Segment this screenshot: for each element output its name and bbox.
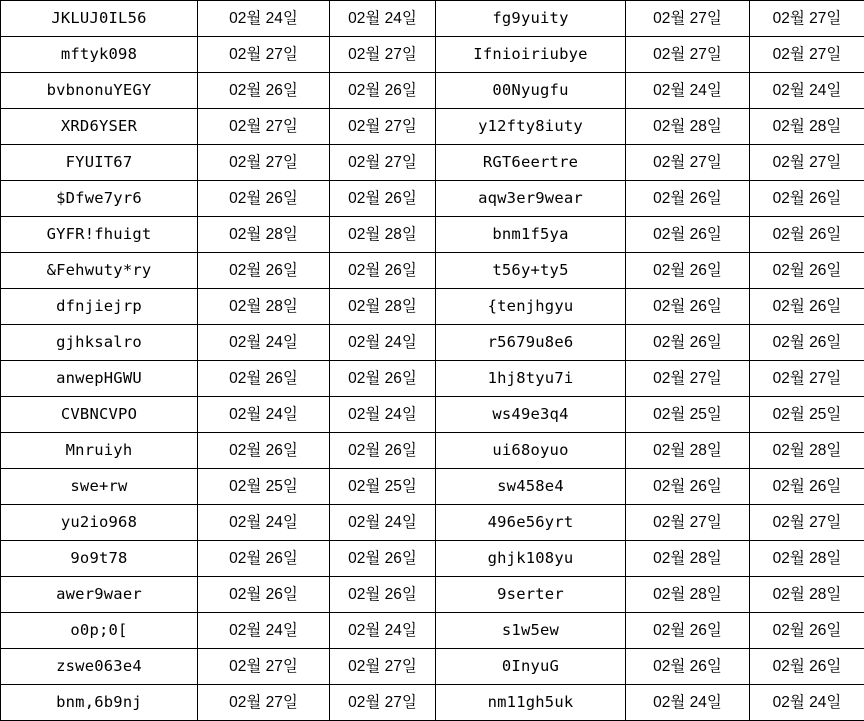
table-cell-date[interactable]: 02월 24일 <box>330 325 436 361</box>
table-cell-code[interactable]: y12fty8iuty <box>436 109 626 145</box>
table-cell-code[interactable]: yu2io968 <box>1 505 198 541</box>
table-cell-date[interactable]: 02월 28일 <box>626 577 750 613</box>
table-cell-date[interactable]: 02월 26일 <box>198 181 330 217</box>
table-cell-date[interactable]: 02월 27일 <box>750 145 864 181</box>
table-row <box>1 685 864 721</box>
table-cell-date[interactable]: 02월 27일 <box>750 361 864 397</box>
table-cell-date[interactable]: 02월 26일 <box>750 289 864 325</box>
table-cell-date[interactable]: 02월 26일 <box>198 361 330 397</box>
table-cell-date[interactable]: 02월 24일 <box>198 325 330 361</box>
table-cell-date[interactable]: 02월 27일 <box>330 685 436 721</box>
table-cell-date[interactable]: 02월 26일 <box>330 253 436 289</box>
table-cell-code[interactable]: 00Nyugfu <box>436 73 626 109</box>
table-cell-date[interactable]: 02월 26일 <box>750 181 864 217</box>
table-cell-date[interactable]: 02월 24일 <box>330 505 436 541</box>
table-cell-date[interactable]: 02월 26일 <box>198 73 330 109</box>
table-cell-date[interactable]: 02월 27일 <box>198 649 330 685</box>
table-cell-date[interactable]: 02월 27일 <box>626 361 750 397</box>
table-cell-date[interactable]: 02월 26일 <box>330 361 436 397</box>
table-cell-date[interactable]: 02월 24일 <box>198 397 330 433</box>
table-cell-date[interactable]: 02월 27일 <box>626 505 750 541</box>
table-cell-code[interactable]: 0InyuG <box>436 649 626 685</box>
table-row <box>1 469 864 505</box>
table-cell-code[interactable]: fg9yuity <box>436 1 626 37</box>
table-row <box>1 361 864 397</box>
table-cell-date[interactable]: 02월 26일 <box>330 541 436 577</box>
table-row <box>1 649 864 685</box>
table-cell-code[interactable]: gjhksalro <box>1 325 198 361</box>
table-cell-code[interactable]: 9serter <box>436 577 626 613</box>
table-cell-code[interactable]: $Dfwe7yr6 <box>1 181 198 217</box>
table-row <box>1 397 864 433</box>
table-cell-date[interactable]: 02월 26일 <box>750 469 864 505</box>
table-cell-code[interactable]: FYUIT67 <box>1 145 198 181</box>
table-cell-date[interactable]: 02월 26일 <box>750 217 864 253</box>
table-cell-date[interactable]: 02월 25일 <box>330 469 436 505</box>
table-cell-date[interactable]: 02월 28일 <box>198 289 330 325</box>
table-cell-date[interactable]: 02월 24일 <box>330 397 436 433</box>
table-cell-code[interactable]: 9o9t78 <box>1 541 198 577</box>
table-cell-date[interactable]: 02월 26일 <box>626 649 750 685</box>
table-cell-date[interactable]: 02월 28일 <box>626 109 750 145</box>
table-row <box>1 577 864 613</box>
table-cell-code[interactable]: s1w5ew <box>436 613 626 649</box>
table-cell-date[interactable]: 02월 28일 <box>750 433 864 469</box>
table-cell-date[interactable]: 02월 28일 <box>626 541 750 577</box>
table-cell-date[interactable]: 02월 24일 <box>330 613 436 649</box>
table-row <box>1 73 864 109</box>
table-cell-date[interactable]: 02월 27일 <box>750 1 864 37</box>
table-cell-date[interactable]: 02월 28일 <box>330 289 436 325</box>
table-cell-date[interactable]: 02월 24일 <box>198 505 330 541</box>
table-cell-date[interactable]: 02월 26일 <box>626 289 750 325</box>
table-cell-code[interactable]: 496e56yrt <box>436 505 626 541</box>
table-cell-date[interactable]: 02월 24일 <box>750 73 864 109</box>
table-cell-date[interactable]: 02월 27일 <box>750 505 864 541</box>
table-cell-date[interactable]: 02월 28일 <box>750 577 864 613</box>
table-cell-date[interactable]: 02월 28일 <box>330 217 436 253</box>
table-cell-date[interactable]: 02월 27일 <box>626 145 750 181</box>
table-cell-date[interactable]: 02월 24일 <box>626 685 750 721</box>
table-cell-code[interactable]: awer9waer <box>1 577 198 613</box>
table-cell-code[interactable]: Ifnioiriubye <box>436 37 626 73</box>
table-row <box>1 505 864 541</box>
table-cell-code[interactable]: RGT6eertre <box>436 145 626 181</box>
table-cell-date[interactable]: 02월 27일 <box>626 1 750 37</box>
table-cell-code[interactable]: ui68oyuo <box>436 433 626 469</box>
table-cell-date[interactable]: 02월 24일 <box>750 685 864 721</box>
table-row <box>1 217 864 253</box>
table-cell-date[interactable]: 02월 25일 <box>750 397 864 433</box>
table-cell-code[interactable]: CVBNCVPO <box>1 397 198 433</box>
table-cell-date[interactable]: 02월 27일 <box>626 37 750 73</box>
table-cell-date[interactable]: 02월 28일 <box>198 217 330 253</box>
table-cell-date[interactable]: 02월 26일 <box>750 325 864 361</box>
table-cell-date[interactable]: 02월 28일 <box>626 433 750 469</box>
table-cell-code[interactable]: r5679u8e6 <box>436 325 626 361</box>
table-cell-date[interactable]: 02월 24일 <box>626 73 750 109</box>
table-cell-code[interactable]: t56y+ty5 <box>436 253 626 289</box>
table-row <box>1 181 864 217</box>
table-row <box>1 109 864 145</box>
table-cell-code[interactable]: sw458e4 <box>436 469 626 505</box>
table-cell-date[interactable]: 02월 26일 <box>330 73 436 109</box>
table-cell-code[interactable]: {tenjhgyu <box>436 289 626 325</box>
table-row <box>1 613 864 649</box>
table-row <box>1 37 864 73</box>
table-body <box>1 1 864 721</box>
table-cell-code[interactable]: 1hj8tyu7i <box>436 361 626 397</box>
table-cell-date[interactable]: 02월 27일 <box>198 37 330 73</box>
table-cell-date[interactable]: 02월 26일 <box>750 649 864 685</box>
table-cell-code[interactable]: zswe063e4 <box>1 649 198 685</box>
table-cell-code[interactable]: Mnruiyh <box>1 433 198 469</box>
table-cell-date[interactable]: 02월 24일 <box>330 1 436 37</box>
table-cell-date[interactable]: 02월 26일 <box>626 613 750 649</box>
table-cell-date[interactable]: 02월 26일 <box>330 181 436 217</box>
table-cell-date[interactable]: 02월 24일 <box>198 613 330 649</box>
table-cell-code[interactable]: ghjk108yu <box>436 541 626 577</box>
table-cell-date[interactable]: 02월 26일 <box>626 469 750 505</box>
table-cell-date[interactable]: 02월 27일 <box>198 685 330 721</box>
table-cell-date[interactable]: 02월 27일 <box>330 145 436 181</box>
table-cell-code[interactable]: ws49e3q4 <box>436 397 626 433</box>
table-cell-date[interactable]: 02월 28일 <box>750 109 864 145</box>
table-row <box>1 433 864 469</box>
table-cell-date[interactable]: 02월 26일 <box>626 217 750 253</box>
table-cell-date[interactable]: 02월 26일 <box>198 433 330 469</box>
table-cell-date[interactable]: 02월 25일 <box>198 469 330 505</box>
table-cell-date[interactable]: 02월 26일 <box>626 181 750 217</box>
table-cell-date[interactable]: 02월 27일 <box>330 109 436 145</box>
table-row <box>1 145 864 181</box>
table-row <box>1 325 864 361</box>
table-cell-code[interactable]: o0p;0[ <box>1 613 198 649</box>
table-cell-date[interactable]: 02월 26일 <box>626 253 750 289</box>
table-cell-code[interactable]: mftyk098 <box>1 37 198 73</box>
table-cell-date[interactable]: 02월 26일 <box>198 577 330 613</box>
table-cell-code[interactable]: GYFR!fhuigt <box>1 217 198 253</box>
table-cell-date[interactable]: 02월 26일 <box>330 433 436 469</box>
table-cell-code[interactable]: swe+rw <box>1 469 198 505</box>
table-row <box>1 253 864 289</box>
table-cell-date[interactable]: 02월 25일 <box>626 397 750 433</box>
table-row <box>1 1 864 37</box>
table-cell-code[interactable]: bvbnonuYEGY <box>1 73 198 109</box>
table-cell-date[interactable]: 02월 24일 <box>198 1 330 37</box>
table-cell-date[interactable]: 02월 26일 <box>750 613 864 649</box>
table-cell-code[interactable]: nm11gh5uk <box>436 685 626 721</box>
table-cell-date[interactable]: 02월 27일 <box>198 109 330 145</box>
table-cell-date[interactable]: 02월 26일 <box>626 325 750 361</box>
table-cell-date[interactable]: 02월 26일 <box>330 577 436 613</box>
table-cell-date[interactable]: 02월 26일 <box>198 541 330 577</box>
table-cell-date[interactable]: 02월 27일 <box>330 649 436 685</box>
table-cell-code[interactable]: JKLUJ0IL56 <box>1 1 198 37</box>
table-cell-date[interactable]: 02월 27일 <box>198 145 330 181</box>
table-cell-date[interactable]: 02월 27일 <box>330 37 436 73</box>
table-cell-code[interactable]: anwepHGWU <box>1 361 198 397</box>
table-cell-date[interactable]: 02월 28일 <box>750 541 864 577</box>
table-cell-code[interactable]: bnm,6b9nj <box>1 685 198 721</box>
table-row <box>1 541 864 577</box>
table-row <box>1 289 864 325</box>
table-cell-code[interactable]: dfnjiejrp <box>1 289 198 325</box>
table-cell-code[interactable]: aqw3er9wear <box>436 181 626 217</box>
table-cell-date[interactable]: 02월 26일 <box>750 253 864 289</box>
table-cell-code[interactable]: &Fehwuty*ry <box>1 253 198 289</box>
table-cell-code[interactable]: XRD6YSER <box>1 109 198 145</box>
table-cell-date[interactable]: 02월 27일 <box>750 37 864 73</box>
table-cell-code[interactable]: bnm1f5ya <box>436 217 626 253</box>
table-cell-date[interactable]: 02월 26일 <box>198 253 330 289</box>
